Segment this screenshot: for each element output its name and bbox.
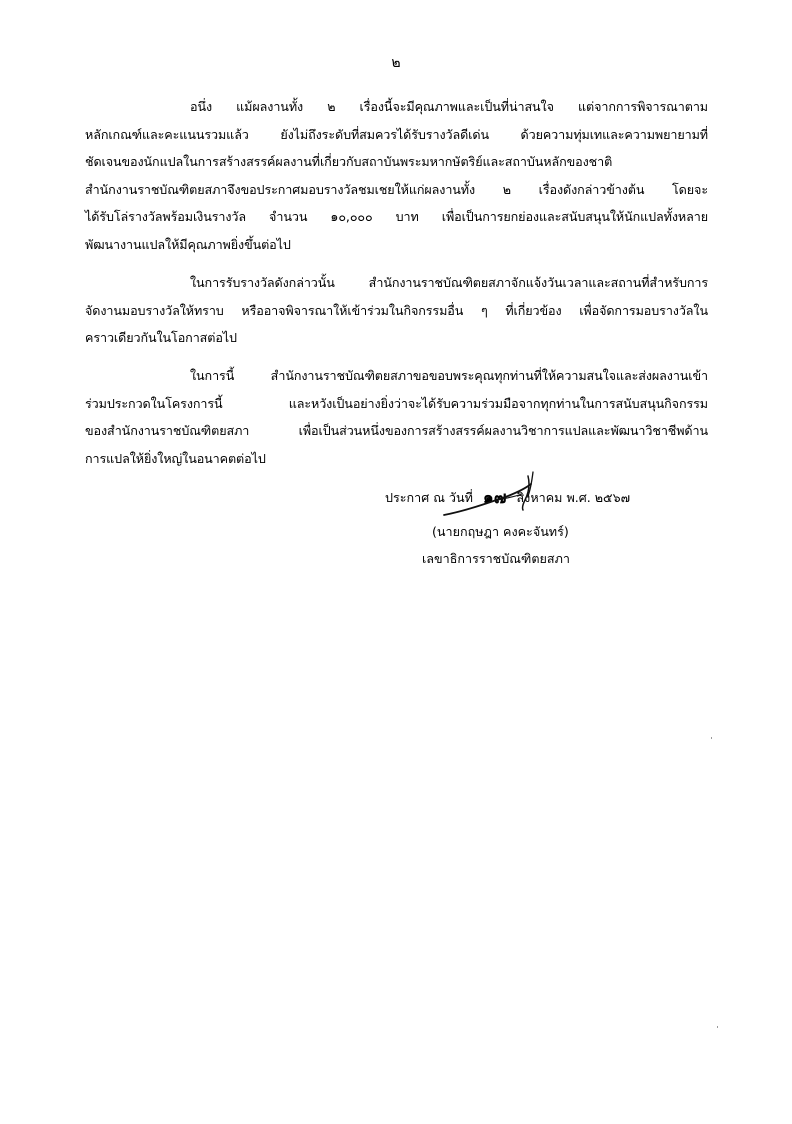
paragraph-1-line-6: พัฒนางานแปลให้มีคุณภาพยิ่งขึ้นต่อไป	[85, 237, 291, 252]
signatory-name: (นายกฤษฎา คงคะจันทร์)	[432, 524, 569, 539]
paragraph-1-line-5: ได้รับโล่รางวัลพร้อมเงินรางวัล จำนวน ๑๐,๐๐๐ บาท เพื่อเป็นการยกย่องและสนับสนุนให้นักแปลทั้งหลาย	[85, 209, 708, 224]
paragraph-1-line-2: หลักเกณฑ์และคะแนนรวมแล้ว ยังไม่ถึงระดับที่สมควรได้รับรางวัลดีเด่น ด้วยความทุ่มเทและความพยายามที่	[85, 127, 708, 142]
paragraph-1-line-3: ชัดเจนของนักแปลในการสร้างสรรค์ผลงานที่เกี่ยวกับสถาบันพระมหากษัตริย์และสถาบันหลักของชาติ	[85, 154, 613, 169]
paragraph-3-line-4: การแปลให้ยิ่งใหญ่ในอนาคตต่อไป	[85, 451, 266, 466]
signatory-position: เลขาธิการราชบัณฑิตยสภา	[422, 551, 570, 566]
paragraph-1-line-4: สำนักงานราชบัณฑิตยสภาจึงขอประกาศมอบรางวัลชมเชยให้แก่ผลงานทั้ง ๒ เรื่องดังกล่าวข้างต้น โดยจะ	[85, 182, 708, 197]
handwritten-signature	[440, 470, 550, 522]
paragraph-1-line-1: อนึ่ง แม้ผลงานทั้ง ๒ เรื่องนี้จะมีคุณภาพและเป็นที่น่าสนใจ แต่จากการพิจารณาตาม	[190, 99, 708, 114]
paragraph-2-line-1: ในการรับรางวัลดังกล่าวนั้น สำนักงานราชบัณฑิตยสภาจักแจ้งวันเวลาและสถานที่สำหรับการ	[190, 275, 708, 290]
scan-speck	[717, 1026, 718, 1028]
paragraph-2-line-2: จัดงานมอบรางวัลให้ทราบ หรืออาจพิจารณาให้เข้าร่วมในกิจกรรมอื่น ๆ ที่เกี่ยวข้อง เพื่อจัดการมอบรางวัลใน	[85, 303, 708, 318]
paragraph-3-line-1: ในการนี้ สำนักงานราชบัณฑิตยสภาขอขอบพระคุณทุกท่านที่ให้ความสนใจและส่งผลงานเข้า	[190, 368, 708, 383]
paragraph-3-line-2: ร่วมประกวดในโครงการนี้ และหวังเป็นอย่างยิ่งว่าจะได้รับความร่วมมือจากทุกท่านในการสนับสนุนกิจกรรม	[85, 396, 708, 411]
paragraph-2-line-3: คราวเดียวกันในโอกาสต่อไป	[85, 330, 237, 345]
scan-speck	[711, 737, 712, 739]
page-number: ๒	[391, 55, 401, 71]
announcement-day: ๑๗	[482, 488, 507, 508]
announcement-month-year: สิงหาคม พ.ศ. ๒๕๖๗	[516, 490, 631, 505]
announcement-prefix: ประกาศ ณ วันที่	[385, 490, 473, 505]
paragraph-3-line-3: ของสำนักงานราชบัณฑิตยสภา เพื่อเป็นส่วนหนึ่งของการสร้างสรรค์ผลงานวิชาการแปลและพัฒนาวิชาชีพด้าน	[85, 423, 708, 438]
